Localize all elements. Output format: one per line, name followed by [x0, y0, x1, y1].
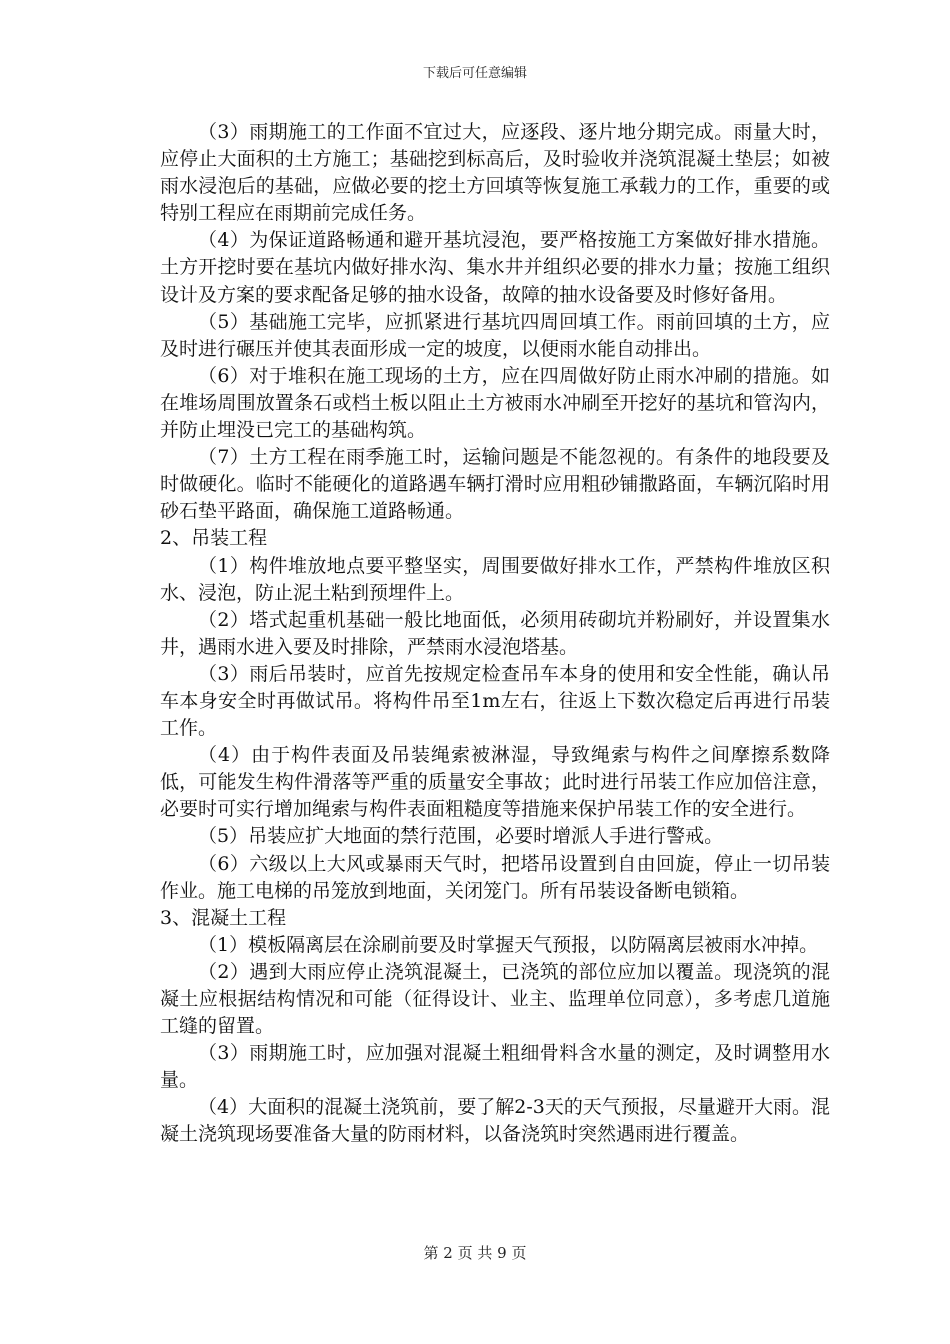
- paragraph: （2）塔式起重机基础一般比地面低，必须用砖砌坑并粉刷好，并设置集水井，遇雨水进入要及时排除，严禁雨水浸泡塔基。: [160, 608, 830, 658]
- section-heading: 2、吊装工程: [160, 527, 268, 550]
- paragraph: （5）吊装应扩大地面的禁行范围，必要时增派人手进行警戒。: [198, 825, 724, 848]
- paragraph: （4）由于构件表面及吊装绳索被淋湿，导致绳索与构件之间摩擦系数降低，可能发生构件滑落等严重的质量安全事故；此时进行吊装工作应加倍注意，必要时可实行增加绳索与构件表面粗糙度等措施来保护吊装工作的安全进行。: [160, 744, 830, 821]
- page-header: 下载后可任意编辑: [422, 66, 527, 81]
- paragraph: （3）雨期施工的工作面不宜过大，应逐段、逐片地分期完成。雨量大时，应停止大面积的土方施工；基础挖到标高后，及时验收并浇筑混凝土垫层；如被雨水浸泡后的基础，应做必要的挖土方回填等恢复施工承载力的工作，重要的或特别工程应在雨期前完成任务。: [160, 121, 830, 225]
- paragraph: （5）基础施工完毕，应抓紧进行基坑四周回填工作。雨前回填的土方，应及时进行碾压并使其表面形成一定的坡度，以便雨水能自动排出。: [160, 310, 830, 360]
- paragraph: （6）对于堆积在施工现场的土方，应在四周做好防止雨水冲刷的措施。如在堆场周围放置条石或档土板以阻止土方被雨水冲刷至开挖好的基坑和管沟内，并防止埋没已完工的基础构筑。: [160, 364, 830, 442]
- paragraph: （7）土方工程在雨季施工时，运输问题是不能忽视的。有条件的地段要及时做硬化。临时不能硬化的道路遇车辆打滑时应用粗砂铺撒路面，车辆沉陷时用砂石垫平路面，确保施工道路畅通。: [160, 446, 830, 523]
- paragraph: （3）雨后吊装时，应首先按规定检查吊车本身的使用和安全性能，确认吊车本身安全时再做试吊。将构件吊至1m左右，往返上下数次稳定后再进行吊装工作。: [160, 662, 830, 740]
- section-heading: 3、混凝土工程: [160, 906, 287, 929]
- paragraph: （2）遇到大雨应停止浇筑混凝土，已浇筑的部位应加以覆盖。现浇筑的混凝土应根据结构情况和可能（征得设计、业主、监理单位同意），多考虑几道施工缝的留置。: [160, 960, 830, 1038]
- document-body: [160, 119, 830, 1149]
- paragraph: （6）六级以上大风或暴雨天气时，把塔吊设置到自由回旋，停止一切吊装作业。施工电梯的吊笼放到地面，关闭笼门。所有吊装设备断电锁箱。: [160, 852, 830, 902]
- paragraph: （4）大面积的混凝土浇筑前，要了解2-3天的天气预报，尽量避开大雨。混凝土浇筑现场要准备大量的防雨材料，以备浇筑时突然遇雨进行覆盖。: [160, 1096, 830, 1146]
- paragraph: （1）模板隔离层在涂刷前要及时掌握天气预报，以防隔离层被雨水冲掉。: [198, 933, 819, 956]
- paragraph: （3）雨期施工时，应加强对混凝土粗细骨料含水量的测定，及时调整用水量。: [160, 1042, 830, 1092]
- paragraph: （4）为保证道路畅通和避开基坑浸泡，要严格按施工方案做好排水措施。土方开挖时要在基坑内做好排水沟、集水井并组织必要的排水力量；按施工组织设计及方案的要求配备足够的抽水设备，故障的抽水设备要及时修好备用。: [160, 229, 830, 306]
- paragraph: （1）构件堆放地点要平整坚实，周围要做好排水工作，严禁构件堆放区积水、浸泡，防止泥土粘到预埋件上。: [160, 554, 830, 604]
- page-footer: 第 2 页 共 9 页: [423, 1244, 527, 1262]
